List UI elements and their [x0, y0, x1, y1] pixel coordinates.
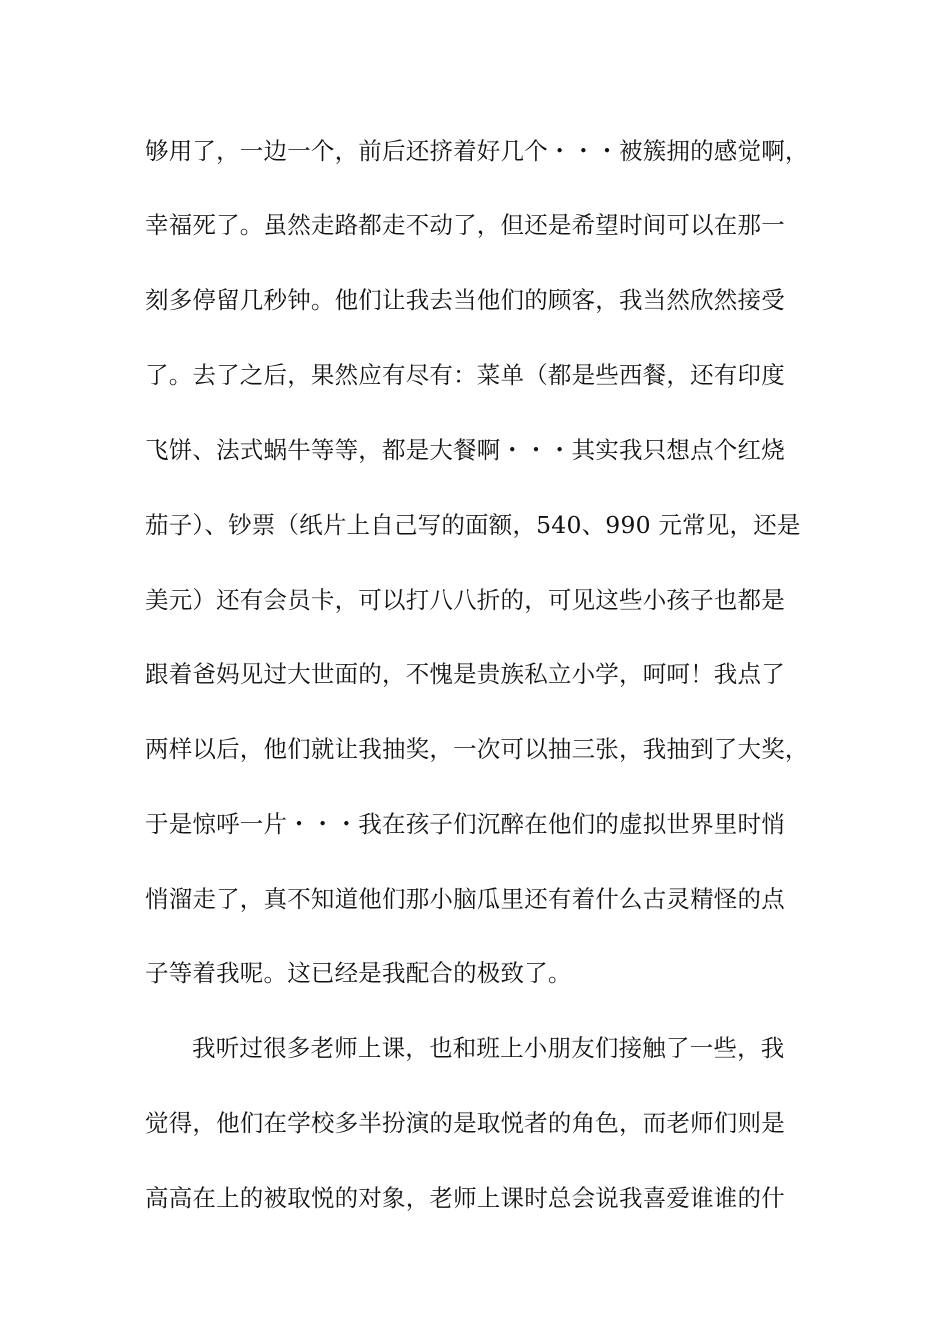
text-line: 茄子）、钞票（纸片上自己写的面额，540、990 元常见，还是 [145, 511, 801, 539]
text-line: 子等着我呢。这已经是我配合的极致了。 [145, 959, 572, 987]
text-line: 刻多停留几秒钟。他们让我去当他们的顾客，我当然欣然接受 [145, 286, 785, 314]
text-line: 高高在上的被取悦的对象，老师上课时总会说我喜爱谁谁的什 [145, 1184, 785, 1212]
text-line: 于是惊呼一片・・・我在孩子们沉醉在他们的虚拟世界里时悄 [145, 810, 785, 838]
text-line: 悄溜走了，真不知道他们那小脑瓜里还有着什么古灵精怪的点 [145, 885, 785, 913]
text-line: 够用了，一边一个，前后还挤着好几个・・・被簇拥的感觉啊， [145, 137, 809, 165]
paragraph-start-line: 我听过很多老师上课，也和班上小朋友们接触了一些，我 [192, 1034, 785, 1062]
text-line: 美元）还有会员卡，可以打八八折的，可见这些小孩子也都是 [145, 586, 785, 614]
text-line: 幸福死了。虽然走路都走不动了，但还是希望时间可以在那一 [145, 211, 785, 239]
text-line: 飞饼、法式蜗牛等等，都是大餐啊・・・其实我只想点个红烧 [145, 436, 785, 464]
text-line: 两样以后，他们就让我抽奖，一次可以抽三张，我抽到了大奖， [145, 735, 809, 763]
text-line: 跟着爸妈见过大世面的，不愧是贵族私立小学，呵呵！我点了 [145, 660, 785, 688]
text-line: 觉得，他们在学校多半扮演的是取悦者的角色，而老师们则是 [145, 1109, 785, 1137]
text-line: 了。去了之后，果然应有尽有：菜单（都是些西餐，还有印度 [145, 361, 785, 389]
